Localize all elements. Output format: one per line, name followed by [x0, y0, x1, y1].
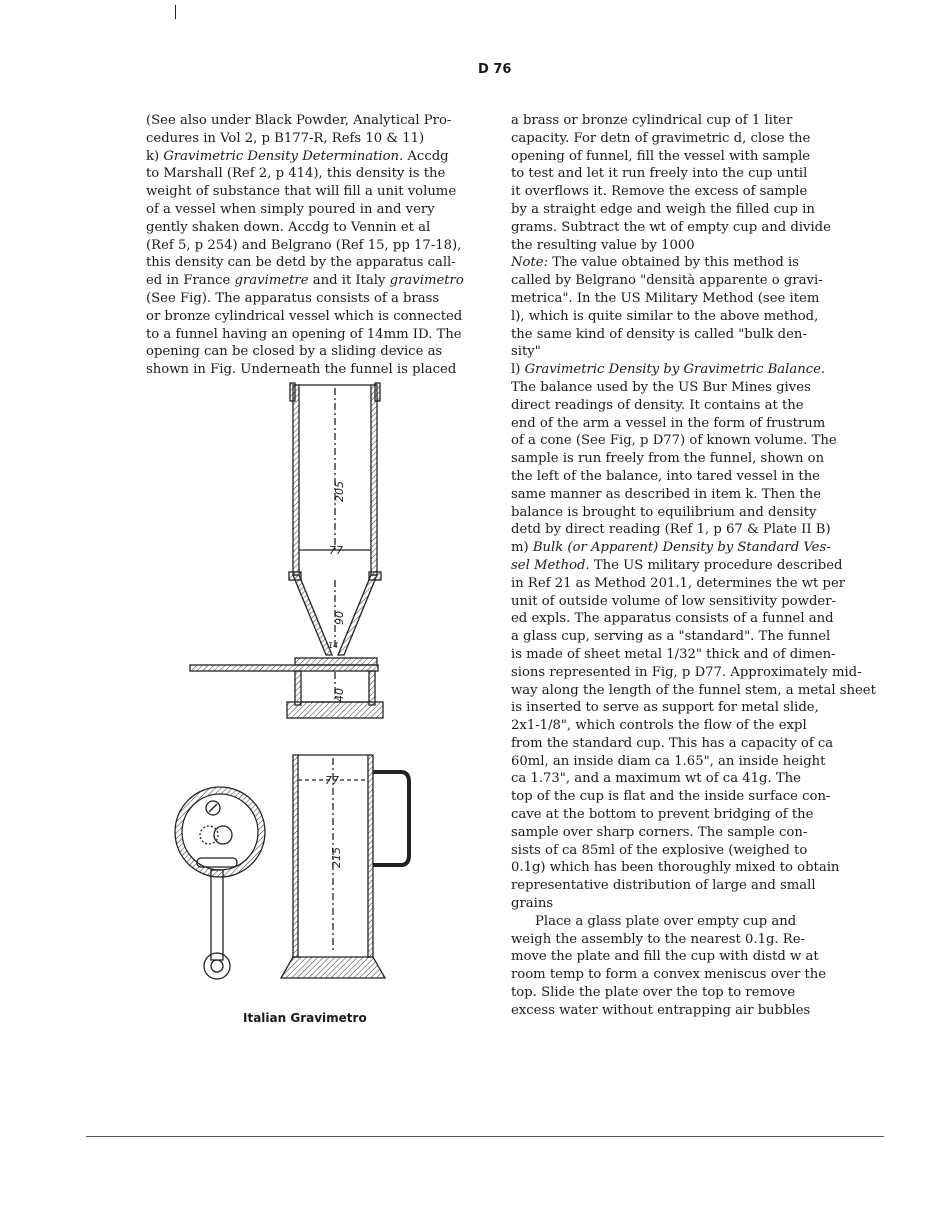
text-line	[511, 486, 856, 504]
text-line	[511, 664, 862, 682]
text-line	[511, 237, 856, 255]
text-line	[511, 948, 856, 966]
text-line	[511, 450, 856, 468]
line-text: by a straight edge and weigh the filled cup in	[511, 201, 815, 217]
line-text: 60ml, an inside diam ca 1.65", an inside height	[511, 753, 826, 769]
italic-text: gravimetre	[234, 273, 309, 289]
dimension-label: 77	[329, 544, 343, 557]
line-text: opening of funnel, fill the vessel with sample	[511, 148, 811, 164]
text-line	[511, 130, 856, 148]
text-line	[511, 539, 856, 557]
italic-text: Note:	[511, 255, 549, 271]
line-text: metrica". In the US Military Method (see item	[511, 290, 820, 306]
italic-text: Bulk (or Apparent) Density by Standard Ves-	[532, 540, 831, 556]
page-number: D 76	[478, 62, 512, 77]
text-line	[511, 326, 856, 344]
text-line	[511, 343, 856, 361]
gravimetro-figure	[165, 380, 435, 990]
text-line	[511, 201, 856, 219]
line-text: l), which is quite similar to the above method,	[511, 308, 819, 324]
text-line	[146, 219, 468, 237]
line-text: weigh the assembly to the nearest 0.1g. Re-	[511, 931, 805, 947]
text-line	[146, 183, 468, 201]
text-line	[511, 415, 856, 433]
lower-dimensions	[325, 774, 343, 868]
line-text: capacity. For detn of gravimetric d, close the	[511, 130, 811, 146]
line-text: to Marshall (Ref 2, p 414), this density is the	[146, 166, 446, 182]
dimension-label: 215	[330, 847, 343, 868]
text-line	[511, 984, 856, 1002]
line-text: to a funnel having an opening of 14mm ID. The	[146, 326, 462, 342]
text-line	[511, 468, 856, 486]
text-line	[511, 753, 856, 771]
line-text: move the plate and fill the cup with distd w at	[511, 949, 819, 965]
line-text: of a cone (See Fig, p D77) of known volume. The	[511, 433, 837, 449]
line-text: top of the cup is flat and the inside surface con-	[511, 789, 831, 805]
line-text: cedures in Vol 2, p B177-R, Refs 10 & 11)	[146, 130, 425, 146]
text-line	[511, 895, 856, 913]
text-line	[511, 397, 856, 415]
text-line	[511, 699, 856, 717]
dimension-label: 90	[333, 611, 346, 625]
line-text: grams. Subtract the wt of empty cup and divide	[511, 219, 831, 235]
line-text: representative distribution of large and small	[511, 878, 816, 894]
text-line	[511, 148, 856, 166]
text-line	[146, 165, 468, 183]
text-line	[146, 272, 468, 290]
line-text: ed in France	[146, 273, 235, 289]
line-text: and it Italy	[308, 273, 390, 289]
text-line	[511, 379, 856, 397]
italic-text: Gravimetric Density by Gravimetric Balance.	[524, 362, 826, 378]
line-text: Accdg	[403, 148, 449, 164]
figure-caption: Italian Gravimetro	[243, 1011, 367, 1025]
line-text: or bronze cylindrical vessel which is connected	[146, 308, 463, 324]
text-line	[511, 557, 856, 575]
line-text: in Ref 21 as Method 201.1, determines the wt per	[511, 575, 846, 591]
text-line	[511, 877, 856, 895]
text-line	[511, 521, 856, 539]
line-text: unit of outside volume of low sensitivity powder-	[511, 593, 836, 609]
line-text: the resulting value by 1000	[511, 237, 695, 253]
text-line	[511, 272, 856, 290]
line-text: cave at the bottom to prevent bridging of the	[511, 807, 814, 823]
text-line	[511, 966, 856, 984]
text-line	[511, 254, 856, 272]
line-text: is made of sheet metal 1/32" thick and of dimen-	[511, 646, 836, 662]
text-line	[511, 219, 856, 237]
dimension-label: 77	[325, 774, 339, 787]
line-text: k)	[146, 148, 164, 164]
line-text: The US military procedure described	[589, 557, 843, 573]
text-line	[511, 646, 856, 664]
text-line	[511, 361, 856, 379]
bottom-rule	[86, 1136, 884, 1137]
dimension-label: 40	[333, 688, 346, 702]
line-text: a brass or bronze cylindrical cup of 1 liter	[511, 113, 793, 128]
line-text: direct readings of density. It contains at the	[511, 397, 804, 413]
line-text: l)	[511, 362, 525, 378]
dimension-label: 205	[333, 481, 346, 502]
text-line	[146, 308, 468, 326]
line-text: detd by direct reading (Ref 1, p 67 & Plate II B)	[511, 522, 831, 538]
text-line	[511, 806, 856, 824]
text-line	[511, 628, 856, 646]
text-line	[146, 326, 468, 344]
lower-cup	[281, 755, 409, 978]
line-text: the left of the balance, into tared vessel in the	[511, 468, 820, 484]
line-text: excess water without entrapping air bubbles	[511, 1002, 811, 1018]
line-text: it overflows it. Remove the excess of sample	[511, 184, 808, 200]
line-text: ed expls. The apparatus consists of a funnel and	[511, 611, 834, 627]
text-line	[511, 931, 856, 949]
line-text: same manner as described in item k. Then the	[511, 486, 822, 502]
line-text: grains	[511, 896, 554, 912]
text-line	[511, 682, 876, 700]
line-text: shown in Fig. Underneath the funnel is placed	[146, 362, 457, 378]
line-text: way along the length of the funnel stem, a metal sheet	[511, 682, 876, 698]
text-line	[146, 290, 468, 308]
text-line	[511, 717, 856, 735]
margin-mark	[175, 5, 176, 19]
text-line	[511, 859, 856, 877]
line-text: 0.1g) which has been thoroughly mixed to obtain	[511, 860, 840, 876]
text-line	[146, 148, 468, 166]
text-line	[511, 112, 856, 130]
italic-text: Gravimetric Density Determination.	[163, 148, 404, 164]
upper-apparatus	[190, 383, 383, 718]
line-text: (See Fig). The apparatus consists of a brass	[146, 290, 440, 306]
line-text: to test and let it run freely into the cup until	[511, 166, 808, 182]
line-text: (See also under Black Powder, Analytical Pro-	[146, 113, 452, 128]
text-line	[511, 504, 856, 522]
text-line	[511, 165, 856, 183]
text-line	[146, 343, 468, 361]
italic-text: gravimetro	[389, 273, 464, 289]
text-line	[511, 290, 856, 308]
text-line	[511, 770, 856, 788]
line-text: top. Slide the plate over the top to remove	[511, 985, 796, 1001]
line-text: sity"	[511, 344, 541, 360]
text-line	[146, 361, 468, 379]
line-text: Place a glass plate over empty cup and	[535, 913, 797, 929]
text-line	[511, 1002, 856, 1020]
text-line	[146, 112, 468, 130]
line-text: weight of substance that will fill a unit volume	[146, 184, 457, 200]
text-line	[511, 432, 856, 450]
text-line	[511, 575, 856, 593]
text-line	[511, 593, 856, 611]
line-text: 2x1-1/8", which controls the flow of the expl	[511, 718, 807, 734]
line-text: of a vessel when simply poured in and very	[146, 201, 435, 217]
text-line	[146, 130, 468, 148]
text-line	[511, 788, 856, 806]
line-text: the same kind of density is called "bulk den-	[511, 326, 807, 342]
line-text: sions represented in Fig, p D77. Approximately mid-	[511, 664, 862, 680]
text-line	[511, 913, 856, 931]
sliding-device	[175, 787, 265, 979]
line-text: sample is run freely from the funnel, shown on	[511, 451, 825, 467]
line-text: m)	[511, 540, 533, 556]
line-text: end of the arm a vessel in the form of frustrum	[511, 415, 826, 431]
line-text: this density can be detd by the apparatus call-	[146, 255, 456, 271]
text-line	[146, 237, 468, 255]
line-text: is inserted to serve as support for metal slide,	[511, 700, 819, 716]
text-line	[511, 842, 856, 860]
text-line	[511, 824, 856, 842]
text-line	[146, 254, 468, 272]
line-text: called by Belgrano "densità apparente o gravi-	[511, 273, 823, 289]
text-line	[511, 735, 856, 753]
text-line	[511, 308, 856, 326]
dimension-label: 14	[328, 641, 339, 650]
text-line	[511, 610, 856, 628]
line-text: sists of ca 85ml of the explosive (weighed to	[511, 842, 808, 858]
line-text: (Ref 5, p 254) and Belgrano (Ref 15, pp 17-18),	[146, 237, 462, 253]
line-text: gently shaken down. Accdg to Vennin et al	[146, 219, 431, 235]
line-text: The value obtained by this method is	[548, 255, 799, 271]
line-text: opening can be closed by a sliding device as	[146, 344, 443, 360]
left-text-column	[146, 112, 468, 379]
text-line	[146, 201, 468, 219]
right-text-column	[511, 112, 876, 1020]
line-text: The balance used by the US Bur Mines gives	[511, 379, 811, 395]
line-text: ca 1.73", and a maximum wt of ca 41g. The	[511, 771, 801, 787]
italic-text: sel Method.	[511, 557, 590, 573]
line-text: sample over sharp corners. The sample con-	[511, 824, 808, 840]
line-text: balance is brought to equilibrium and density	[511, 504, 817, 520]
line-text: from the standard cup. This has a capacity of ca	[511, 735, 834, 751]
line-text: a glass cup, serving as a "standard". The funnel	[511, 629, 831, 645]
text-line	[511, 183, 856, 201]
line-text: room temp to form a convex meniscus over the	[511, 967, 827, 983]
